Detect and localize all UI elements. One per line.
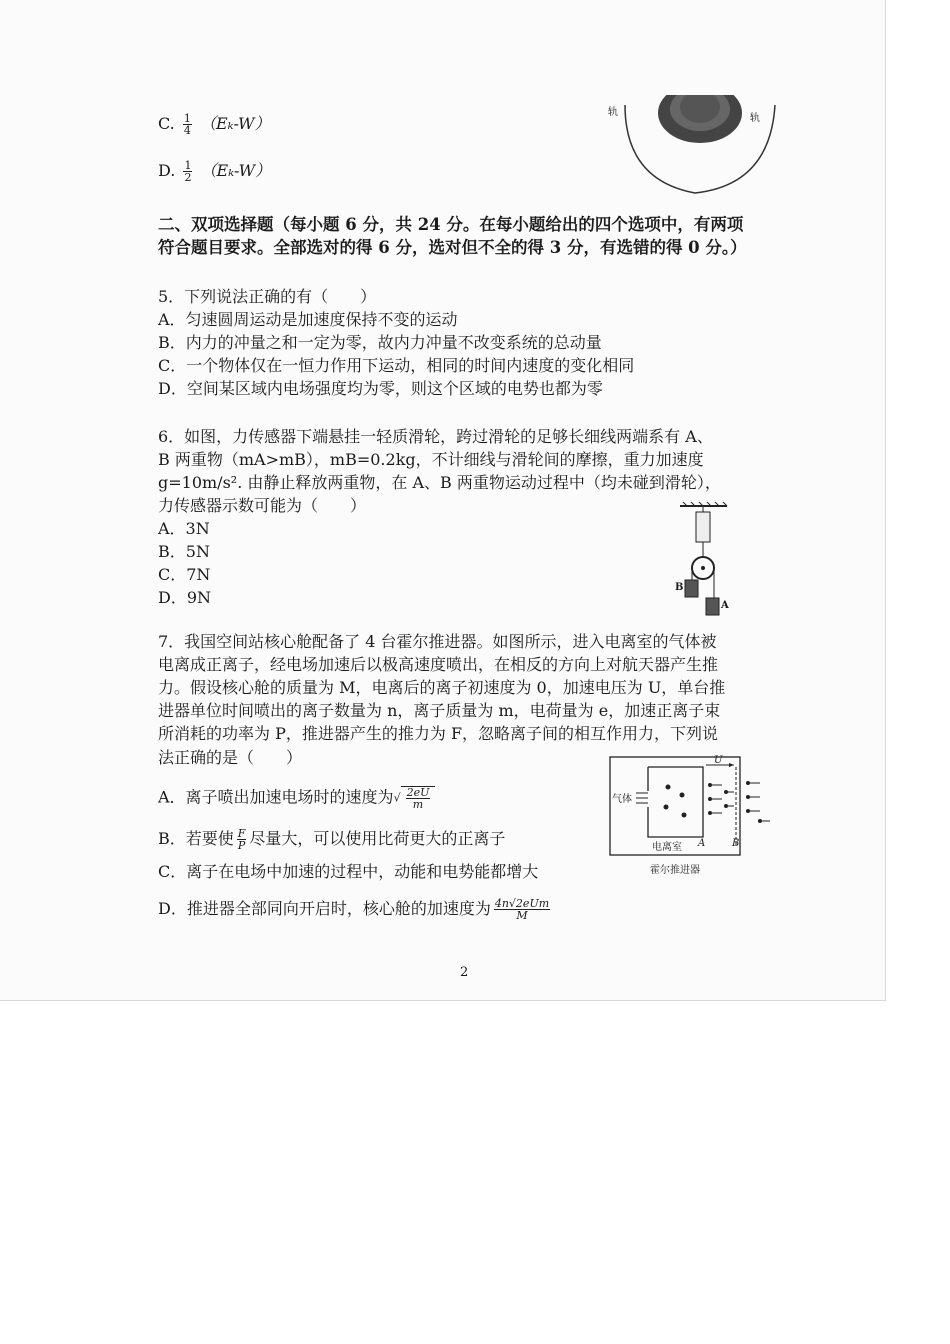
hall-thruster-figure xyxy=(608,755,773,875)
plate-b-label: B xyxy=(732,838,740,849)
figure-caption: 霍尔推进器 xyxy=(650,865,700,876)
q7-line4: 进器单位时间喷出的离子数量为 n，离子质量为 m，电荷量为 e，加速正离子束 xyxy=(158,701,721,720)
q6-line2: B 两重物（mA>mB），mB=0.2kg，不计细线与滑轮间的摩擦，重力加速度 xyxy=(158,450,704,469)
pulley-figure xyxy=(665,500,745,620)
plate-a-label: A xyxy=(698,838,706,849)
voltage-label: U xyxy=(714,755,723,766)
q7-line5: 所消耗的功率为 P，推进器产生的推力为 F，忽略离子间的相互作用力，下列说 xyxy=(158,724,719,743)
q6-option-b: B．5N xyxy=(158,542,210,561)
weight-a-label: A xyxy=(721,600,729,611)
q7-line1: 7．我国空间站核心舱配备了 4 台霍尔推进器。如图所示，进入电离室的气体被 xyxy=(158,632,717,651)
gas-label: 气体 xyxy=(612,794,632,805)
chamber-label: 电离室 xyxy=(652,842,682,853)
sqrt-expression: √ $\frac{2eU}{m}$ xyxy=(394,786,436,810)
q6-option-c: C．7N xyxy=(158,565,211,584)
q7-line3: 力。假设核心舱的质量为 M，电离后的离子初速度为 0，加速电压为 U，单台推 xyxy=(158,678,726,697)
q7-option-d: D．推进器全部同向开启时，核心舱的加速度为 $\frac{\text{4n√2eUm}}{M}$ xyxy=(158,897,550,922)
option-d-top: D. $\frac{1}{2}$ （Eₖ-W） xyxy=(158,159,272,184)
q5-option-a: A．匀速圆周运动是加速度保持不变的运动 xyxy=(158,310,458,329)
q7-line6: 法正确的是（ ） xyxy=(158,748,303,767)
fraction: $\frac{1}{4}$ xyxy=(183,112,191,137)
q6-option-a: A．3N xyxy=(158,519,210,538)
q6-line3: g=10m/s². 由静止释放两重物，在 A、B 两重物运动过程中（均未碰到滑轮）， xyxy=(158,473,721,492)
q7-option-b: B．若要使 $\frac{F}{P}$ 尽量大，可以使用比荷更大的正离子 xyxy=(158,827,506,852)
q7-line2: 电离成正离子，经电场加速后以极高速度喷出，在相反的方向上对航天器产生推 xyxy=(158,655,719,674)
q5-option-b: B．内力的冲量之和一定为零，故内力冲量不改变系统的总动量 xyxy=(158,333,602,352)
q7-option-a: A．离子喷出加速电场时的速度为√ $\frac{2eU}{m}$ xyxy=(158,786,435,810)
q5-option-d: D．空间某区域内电场强度均为零，则这个区域的电势也都为零 xyxy=(158,379,603,398)
fraction: $\frac{1}{2}$ xyxy=(184,159,192,184)
q7-option-c: C．离子在电场中加速的过程中，动能和电势能都增大 xyxy=(158,862,539,881)
q6-line4: 力传感器示数可能为（ ） xyxy=(158,496,367,515)
section2-header-line1: 二、双项选择题（每小题 6 分，共 24 分。在每小题给出的四个选项中，有两项 xyxy=(158,215,744,234)
q5-option-c: C．一个物体仅在一恒力作用下运动，相同的时间内速度的变化相同 xyxy=(158,356,635,375)
weight-b-label: B xyxy=(675,582,684,593)
track-label-left: 轨 xyxy=(608,107,618,118)
option-c-top: C. $\frac{1}{4}$ （Eₖ-W） xyxy=(158,112,271,137)
section2-header-line2: 符合题目要求。全部选对的得 6 分，选对但不全的得 3 分，有选错的得 0 分。） xyxy=(158,238,747,257)
page-number: 2 xyxy=(460,965,469,980)
track-figure xyxy=(600,95,800,205)
q5-stem: 5．下列说法正确的有（ ） xyxy=(158,287,377,306)
q6-option-d: D．9N xyxy=(158,588,212,607)
track-label-right: 轨 xyxy=(750,113,760,124)
q6-line1: 6．如图，力传感器下端悬挂一轻质滑轮，跨过滑轮的足够长细线两端系有 A、 xyxy=(158,427,713,446)
